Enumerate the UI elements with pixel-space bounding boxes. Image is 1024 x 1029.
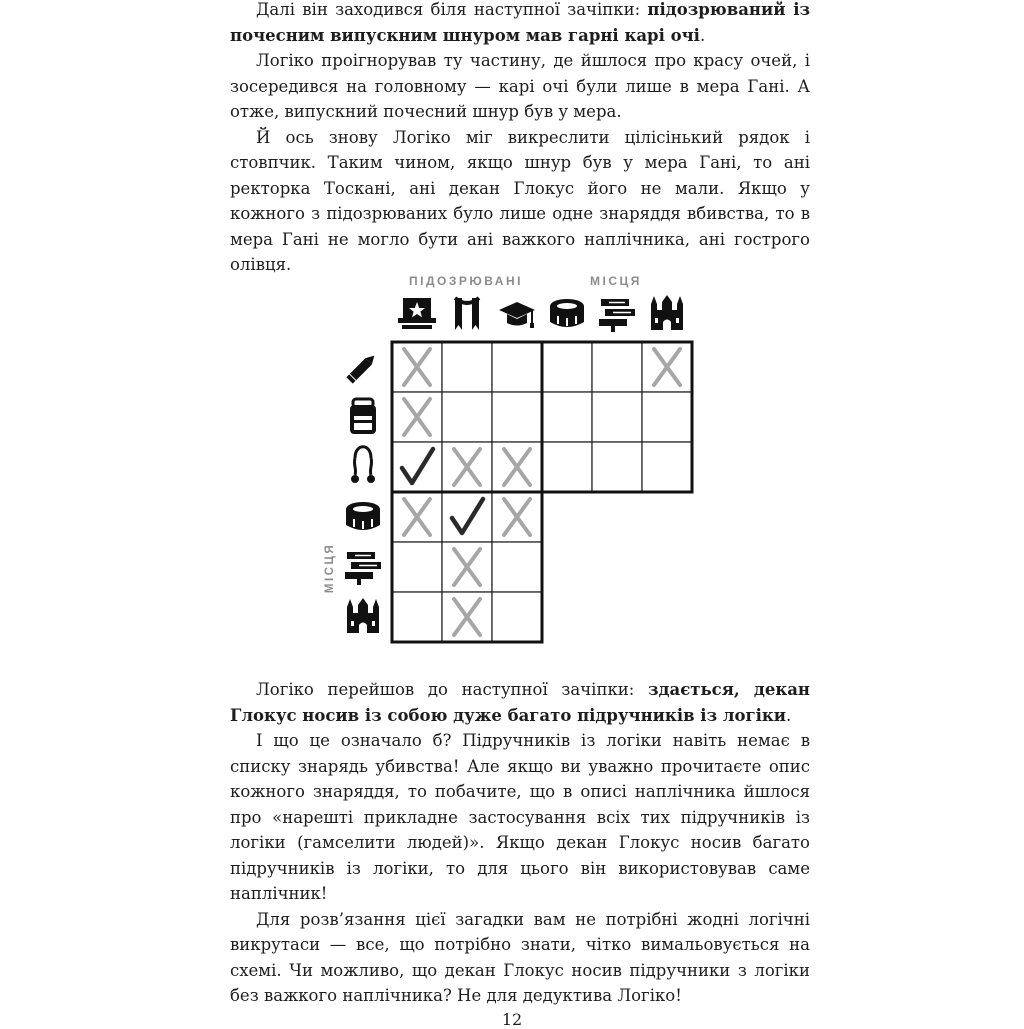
books-stack-icon <box>599 299 635 332</box>
grid-cell <box>392 592 442 642</box>
bold-clue-text: здається, декан Глокус носив із собою дуже багато підручників із логіки <box>230 680 811 725</box>
paragraph-text: . <box>786 705 792 725</box>
grid-cell <box>592 392 642 442</box>
paragraph <box>230 48 810 125</box>
suspects-header: ПІДОЗРЮВАНІ <box>409 274 523 288</box>
paragraph <box>230 728 810 907</box>
grid-cell <box>442 342 492 392</box>
paragraph-text: . <box>699 25 706 45</box>
grid-cell <box>492 392 542 442</box>
paragraph <box>230 677 810 728</box>
paragraph-text: Далі він заходився біля наступної зачіпки: <box>256 0 648 19</box>
grid-cell <box>492 342 542 392</box>
places-header: МІСЦЯ <box>590 274 642 288</box>
backpack-icon <box>350 399 376 434</box>
grid-cell <box>542 342 592 392</box>
paragraph <box>230 0 810 48</box>
text-block-bottom <box>230 677 810 1009</box>
grid-cell <box>542 442 592 492</box>
pencil-icon <box>346 353 377 384</box>
paragraph <box>230 125 810 278</box>
mortarboard-icon <box>499 302 535 328</box>
graduation-cord-icon <box>455 298 479 330</box>
page-number: 12 <box>501 1010 523 1029</box>
grid-cell <box>592 342 642 392</box>
bold-clue-text: підозрюваний із почесним випускним шнуром мав гарні карі очі <box>230 0 810 45</box>
jump-rope-cord-icon <box>351 447 375 483</box>
books-stack-icon <box>345 552 381 585</box>
stadium-icon <box>550 299 584 327</box>
paragraph-text: І що це означало б? Підручників із логіки навіть немає в списку знарядь убивства! Але якщо ви уважно прочитаєте опис кожного знаряддя, то побачите, що в описі наплічника йшлося про «нарешті прикладне застосування всіх тих підручників із логіки (гамселити людей)». Якщо декан Глокус носив багато підручників із логіки, то для цього він використовував саме наплічник! <box>230 731 810 903</box>
castle-icon <box>347 598 379 633</box>
grid-cell <box>492 592 542 642</box>
paragraph-text: Й ось знову Логіко міг викреслити цілісінький рядок і стовпчик. Таким чином, якщо шнур був у мера Гані, то ані ректорка Тоскані, ані декан Глокус його не мали. Якщо у кожного з підозрюваних було лише одне знаряддя вбивства, то в мера Гані не могло бути ані важкого наплічника, ані гострого олівця. <box>230 127 810 274</box>
grid-cell <box>492 542 542 592</box>
grid-cell <box>542 392 592 442</box>
grid-cell <box>642 392 692 442</box>
grid-cell <box>392 542 442 592</box>
grid-cell <box>592 442 642 492</box>
paragraph-text: Логіко проігнорував ту частину, де йшлося про красу очей, і зосередився на головному — карі очі були лише в мера Гані. А отже, випускний почесний шнур був у мера. <box>230 51 810 121</box>
stadium-icon <box>346 502 380 530</box>
mayor-hat-icon <box>398 298 436 329</box>
castle-icon <box>651 295 683 330</box>
grid-cell <box>442 392 492 442</box>
logic-grid-puzzle <box>300 262 700 647</box>
places-side-label: МІСЦЯ <box>324 542 336 594</box>
paragraph-text: Для розв’язання цієї загадки вам не потрібні жодні логічні викрутаси — все, що потрібно знати, чітко вимальовується на схемі. Чи можливо, що декан Глокус носив підручники з логіки без важкого наплічника? Не для дедуктива Логіко! <box>230 909 810 1005</box>
paragraph <box>230 907 810 1009</box>
paragraph-text: Логіко перейшов до наступної зачіпки: <box>256 680 648 699</box>
grid-cell <box>642 442 692 492</box>
text-block-top <box>230 0 810 278</box>
